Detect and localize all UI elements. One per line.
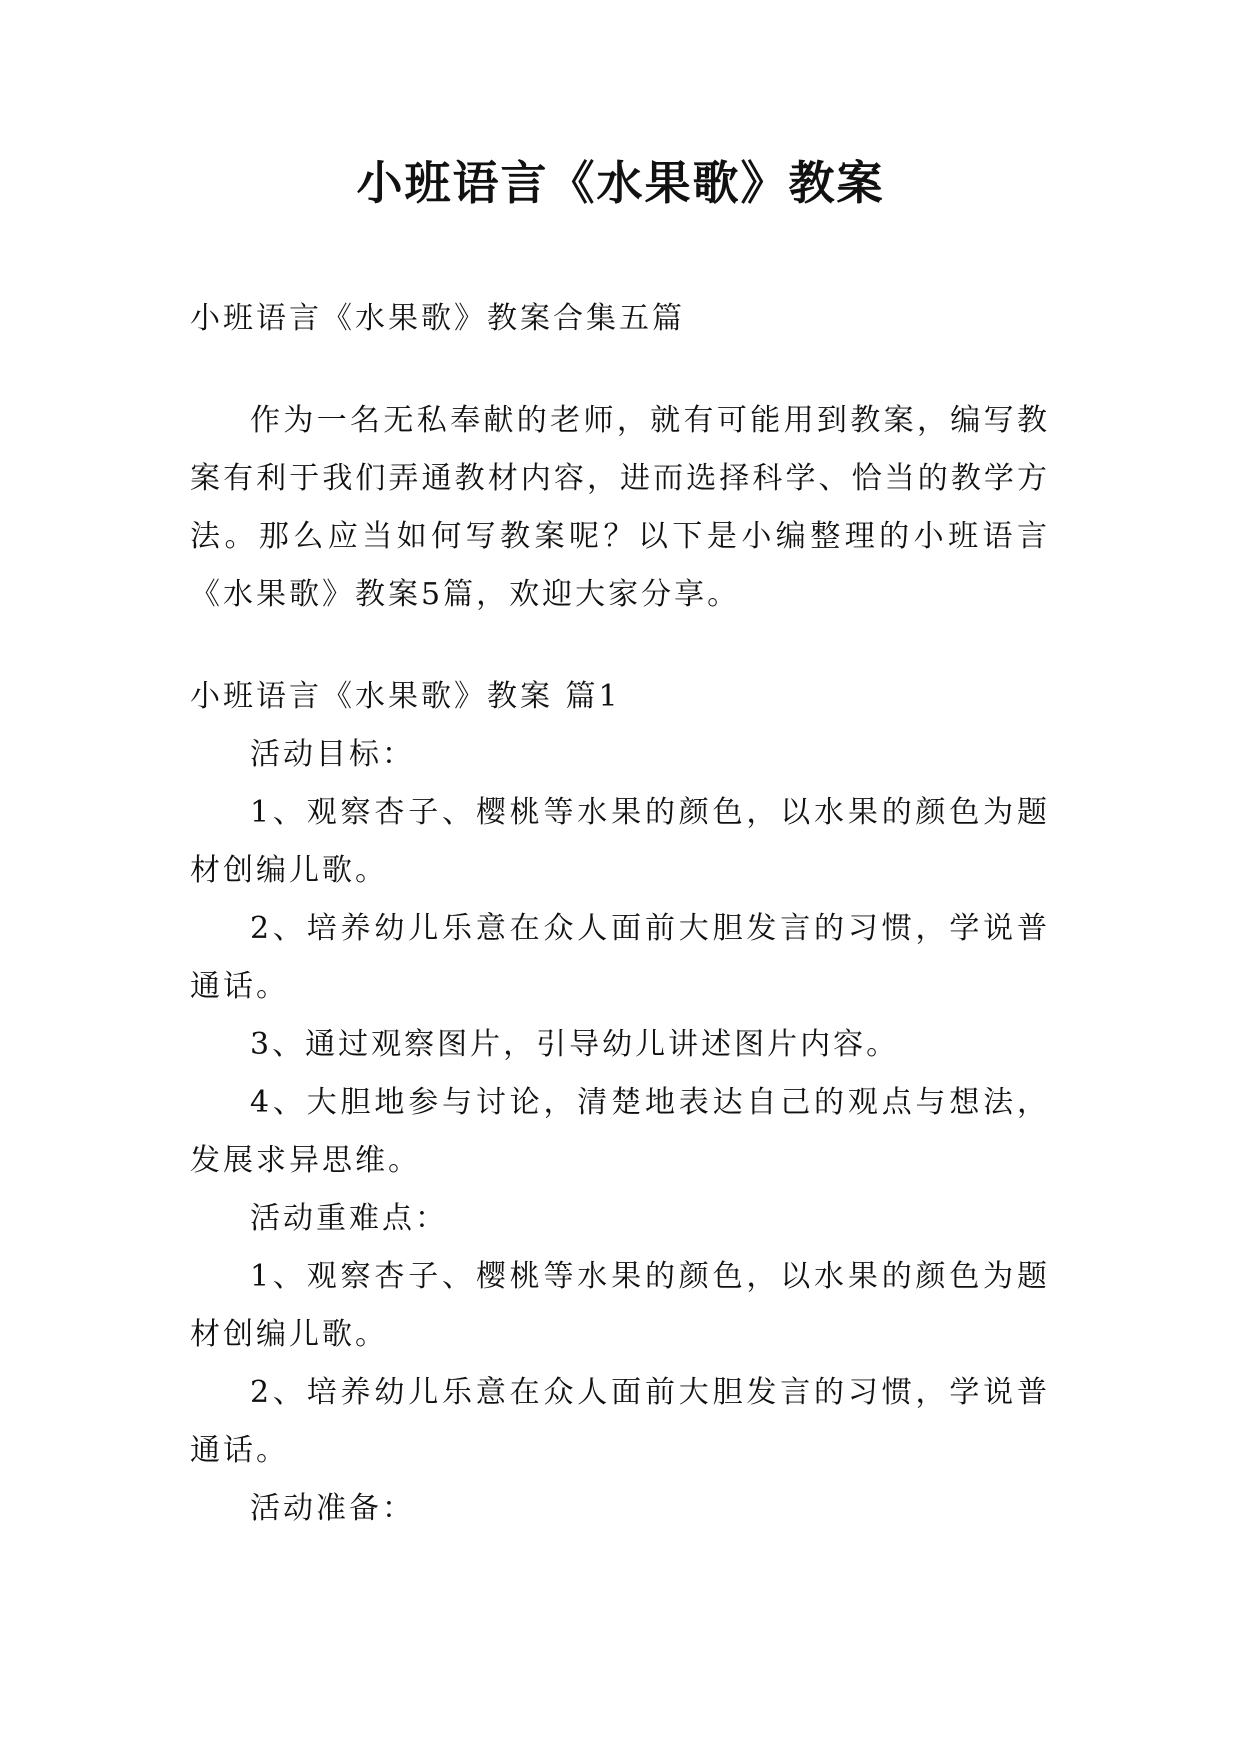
- goal-item: 4、大胆地参与讨论，清楚地表达自己的观点与想法，发展求异思维。: [190, 1085, 1050, 1178]
- document-body: [190, 290, 1050, 1538]
- goal-item: 1、观察杏子、樱桃等水果的颜色，以水果的颜色为题材创编儿歌。: [190, 795, 1050, 888]
- preparation-heading: 活动准备：: [250, 1491, 415, 1526]
- goal-item: 2、培养幼儿乐意在众人面前大胆发言的习惯，学说普通话。: [190, 911, 1050, 1004]
- document-title: 小班语言《水果歌》教案: [356, 156, 885, 210]
- intro-paragraph: 作为一名无私奉献的老师，就有可能用到教案，编写教案有利于我们弄通教材内容，进而选择科学、恰当的教学方法。那么应当如何写教案呢？以下是小编整理的小班语言《水果歌》教案5篇，欢迎大家分享。: [190, 403, 1050, 612]
- key-points-heading: 活动重难点：: [250, 1201, 448, 1236]
- key-point-item: 1、观察杏子、樱桃等水果的颜色，以水果的颜色为题材创编儿歌。: [190, 1259, 1050, 1352]
- document-subtitle: 小班语言《水果歌》教案合集五篇: [190, 301, 685, 336]
- section-heading: 小班语言《水果歌》教案 篇1: [190, 679, 621, 714]
- goal-item: 3、通过观察图片，引导幼儿讲述图片内容。: [250, 1027, 900, 1062]
- goals-heading: 活动目标：: [250, 737, 415, 772]
- key-point-item: 2、培养幼儿乐意在众人面前大胆发言的习惯，学说普通话。: [190, 1375, 1050, 1468]
